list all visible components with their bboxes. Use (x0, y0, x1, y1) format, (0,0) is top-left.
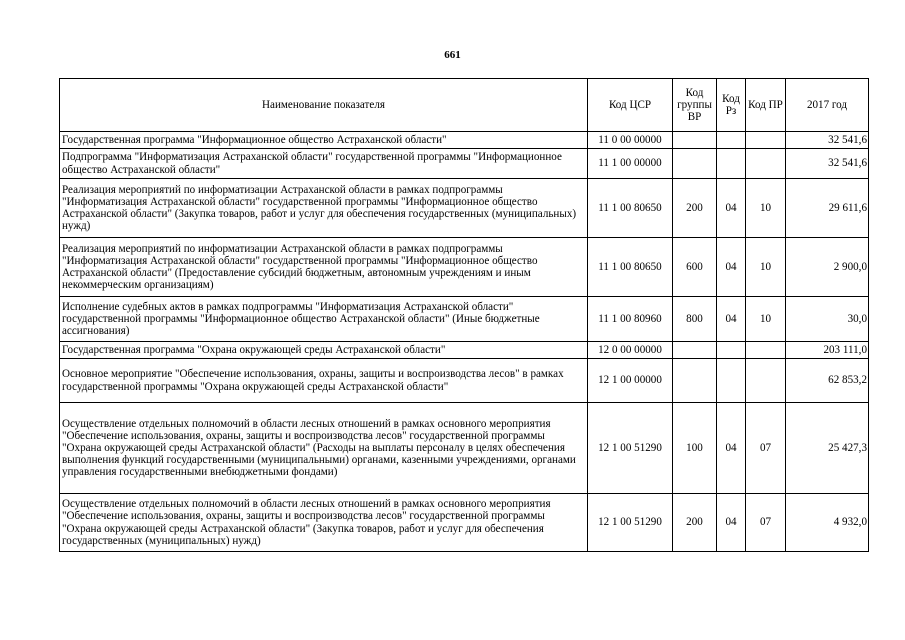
row-name: Основное мероприятие "Обеспечение использования, охраны, защиты и воспроизводства лесов" в рамках государственной программы "Охрана окружающей среды Астраханской области" (60, 359, 588, 403)
row-rz (717, 359, 746, 403)
table-row (60, 342, 869, 359)
row-amount: 25 427,3 (786, 403, 869, 494)
row-vr: 800 (673, 297, 717, 342)
row-amount: 203 111,0 (786, 342, 869, 359)
header-rz: Код Рз (717, 79, 746, 132)
row-pr: 07 (746, 403, 786, 494)
header-year: 2017 год (786, 79, 869, 132)
row-name: Осуществление отдельных полномочий в области лесных отношений в рамках основного мероприятия "Обеспечение использования, охраны, защиты и воспроизводства лесов" государственной программы "Охрана окружающей среды Астраханской области" (Расходы на выплаты персоналу в целях обеспечения выполнения функций государственными (муниципальными) органами, казенными учреждениями, органами управления государственными внебюджетными фондами) (60, 403, 588, 494)
row-pr (746, 132, 786, 149)
row-rz (717, 342, 746, 359)
row-rz: 04 (717, 494, 746, 552)
row-csr: 11 0 00 00000 (588, 132, 673, 149)
row-pr: 10 (746, 238, 786, 297)
row-amount: 4 932,0 (786, 494, 869, 552)
row-pr: 10 (746, 179, 786, 238)
row-csr: 12 1 00 51290 (588, 403, 673, 494)
table-row (60, 149, 869, 179)
row-csr: 12 0 00 00000 (588, 342, 673, 359)
row-vr: 600 (673, 238, 717, 297)
row-pr: 10 (746, 297, 786, 342)
row-csr: 11 1 00 80650 (588, 179, 673, 238)
row-amount: 29 611,6 (786, 179, 869, 238)
row-amount: 2 900,0 (786, 238, 869, 297)
row-rz: 04 (717, 238, 746, 297)
row-amount: 62 853,2 (786, 359, 869, 403)
header-csr: Код ЦСР (588, 79, 673, 132)
row-rz (717, 132, 746, 149)
page-number: 661 (444, 49, 461, 61)
row-name: Исполнение судебных актов в рамках подпрограммы "Информатизация Астраханской области" государственной программы "Информационное общество Астраханской области" (Иные бюджетные ассигнования) (60, 297, 588, 342)
table-row (60, 403, 869, 494)
header-pr: Код ПР (746, 79, 786, 132)
row-pr: 07 (746, 494, 786, 552)
row-name: Реализация мероприятий по информатизации Астраханской области в рамках подпрограммы "Информатизация Астраханской области" государственной программы "Информационное общество Астраханской области" (Закупка товаров, работ и услуг для обеспечения государственных (муниципальных) нужд) (60, 179, 588, 238)
row-pr (746, 359, 786, 403)
table-row (60, 179, 869, 238)
row-rz: 04 (717, 403, 746, 494)
row-vr: 200 (673, 179, 717, 238)
table-row (60, 359, 869, 403)
table-header-row (60, 79, 869, 132)
row-amount: 32 541,6 (786, 132, 869, 149)
row-vr (673, 149, 717, 179)
row-vr (673, 342, 717, 359)
table-row (60, 297, 869, 342)
row-rz: 04 (717, 179, 746, 238)
row-csr: 11 1 00 00000 (588, 149, 673, 179)
row-csr: 12 1 00 51290 (588, 494, 673, 552)
table-row (60, 494, 869, 552)
row-name: Осуществление отдельных полномочий в области лесных отношений в рамках основного мероприятия "Обеспечение использования, охраны, защиты и воспроизводства лесов" государственной программы "Охрана окружающей среды Астраханской области" (Закупка товаров, работ и услуг для обеспечения государственных (муниципальных) нужд) (60, 494, 588, 552)
row-rz: 04 (717, 297, 746, 342)
row-amount: 32 541,6 (786, 149, 869, 179)
row-vr (673, 359, 717, 403)
row-vr: 200 (673, 494, 717, 552)
row-name: Государственная программа "Информационное общество Астраханской области" (60, 132, 588, 149)
row-pr (746, 342, 786, 359)
row-vr (673, 132, 717, 149)
row-rz (717, 149, 746, 179)
table-row (60, 238, 869, 297)
header-name: Наименование показателя (60, 79, 588, 132)
row-name: Подпрограмма "Информатизация Астраханской области" государственной программы "Информационное общество Астраханской области" (60, 149, 588, 179)
row-pr (746, 149, 786, 179)
row-csr: 12 1 00 00000 (588, 359, 673, 403)
row-csr: 11 1 00 80960 (588, 297, 673, 342)
row-csr: 11 1 00 80650 (588, 238, 673, 297)
row-name: Государственная программа "Охрана окружающей среды Астраханской области" (60, 342, 588, 359)
budget-table (59, 78, 869, 552)
row-vr: 100 (673, 403, 717, 494)
row-name: Реализация мероприятий по информатизации Астраханской области в рамках подпрограммы "Информатизация Астраханской области" государственной программы "Информационное общество Астраханской области" (Предоставление субсидий бюджетным, автономным учреждениям и иным некоммерческим организациям) (60, 238, 588, 297)
table-row (60, 132, 869, 149)
header-vr: Код группы ВР (673, 79, 717, 132)
row-amount: 30,0 (786, 297, 869, 342)
